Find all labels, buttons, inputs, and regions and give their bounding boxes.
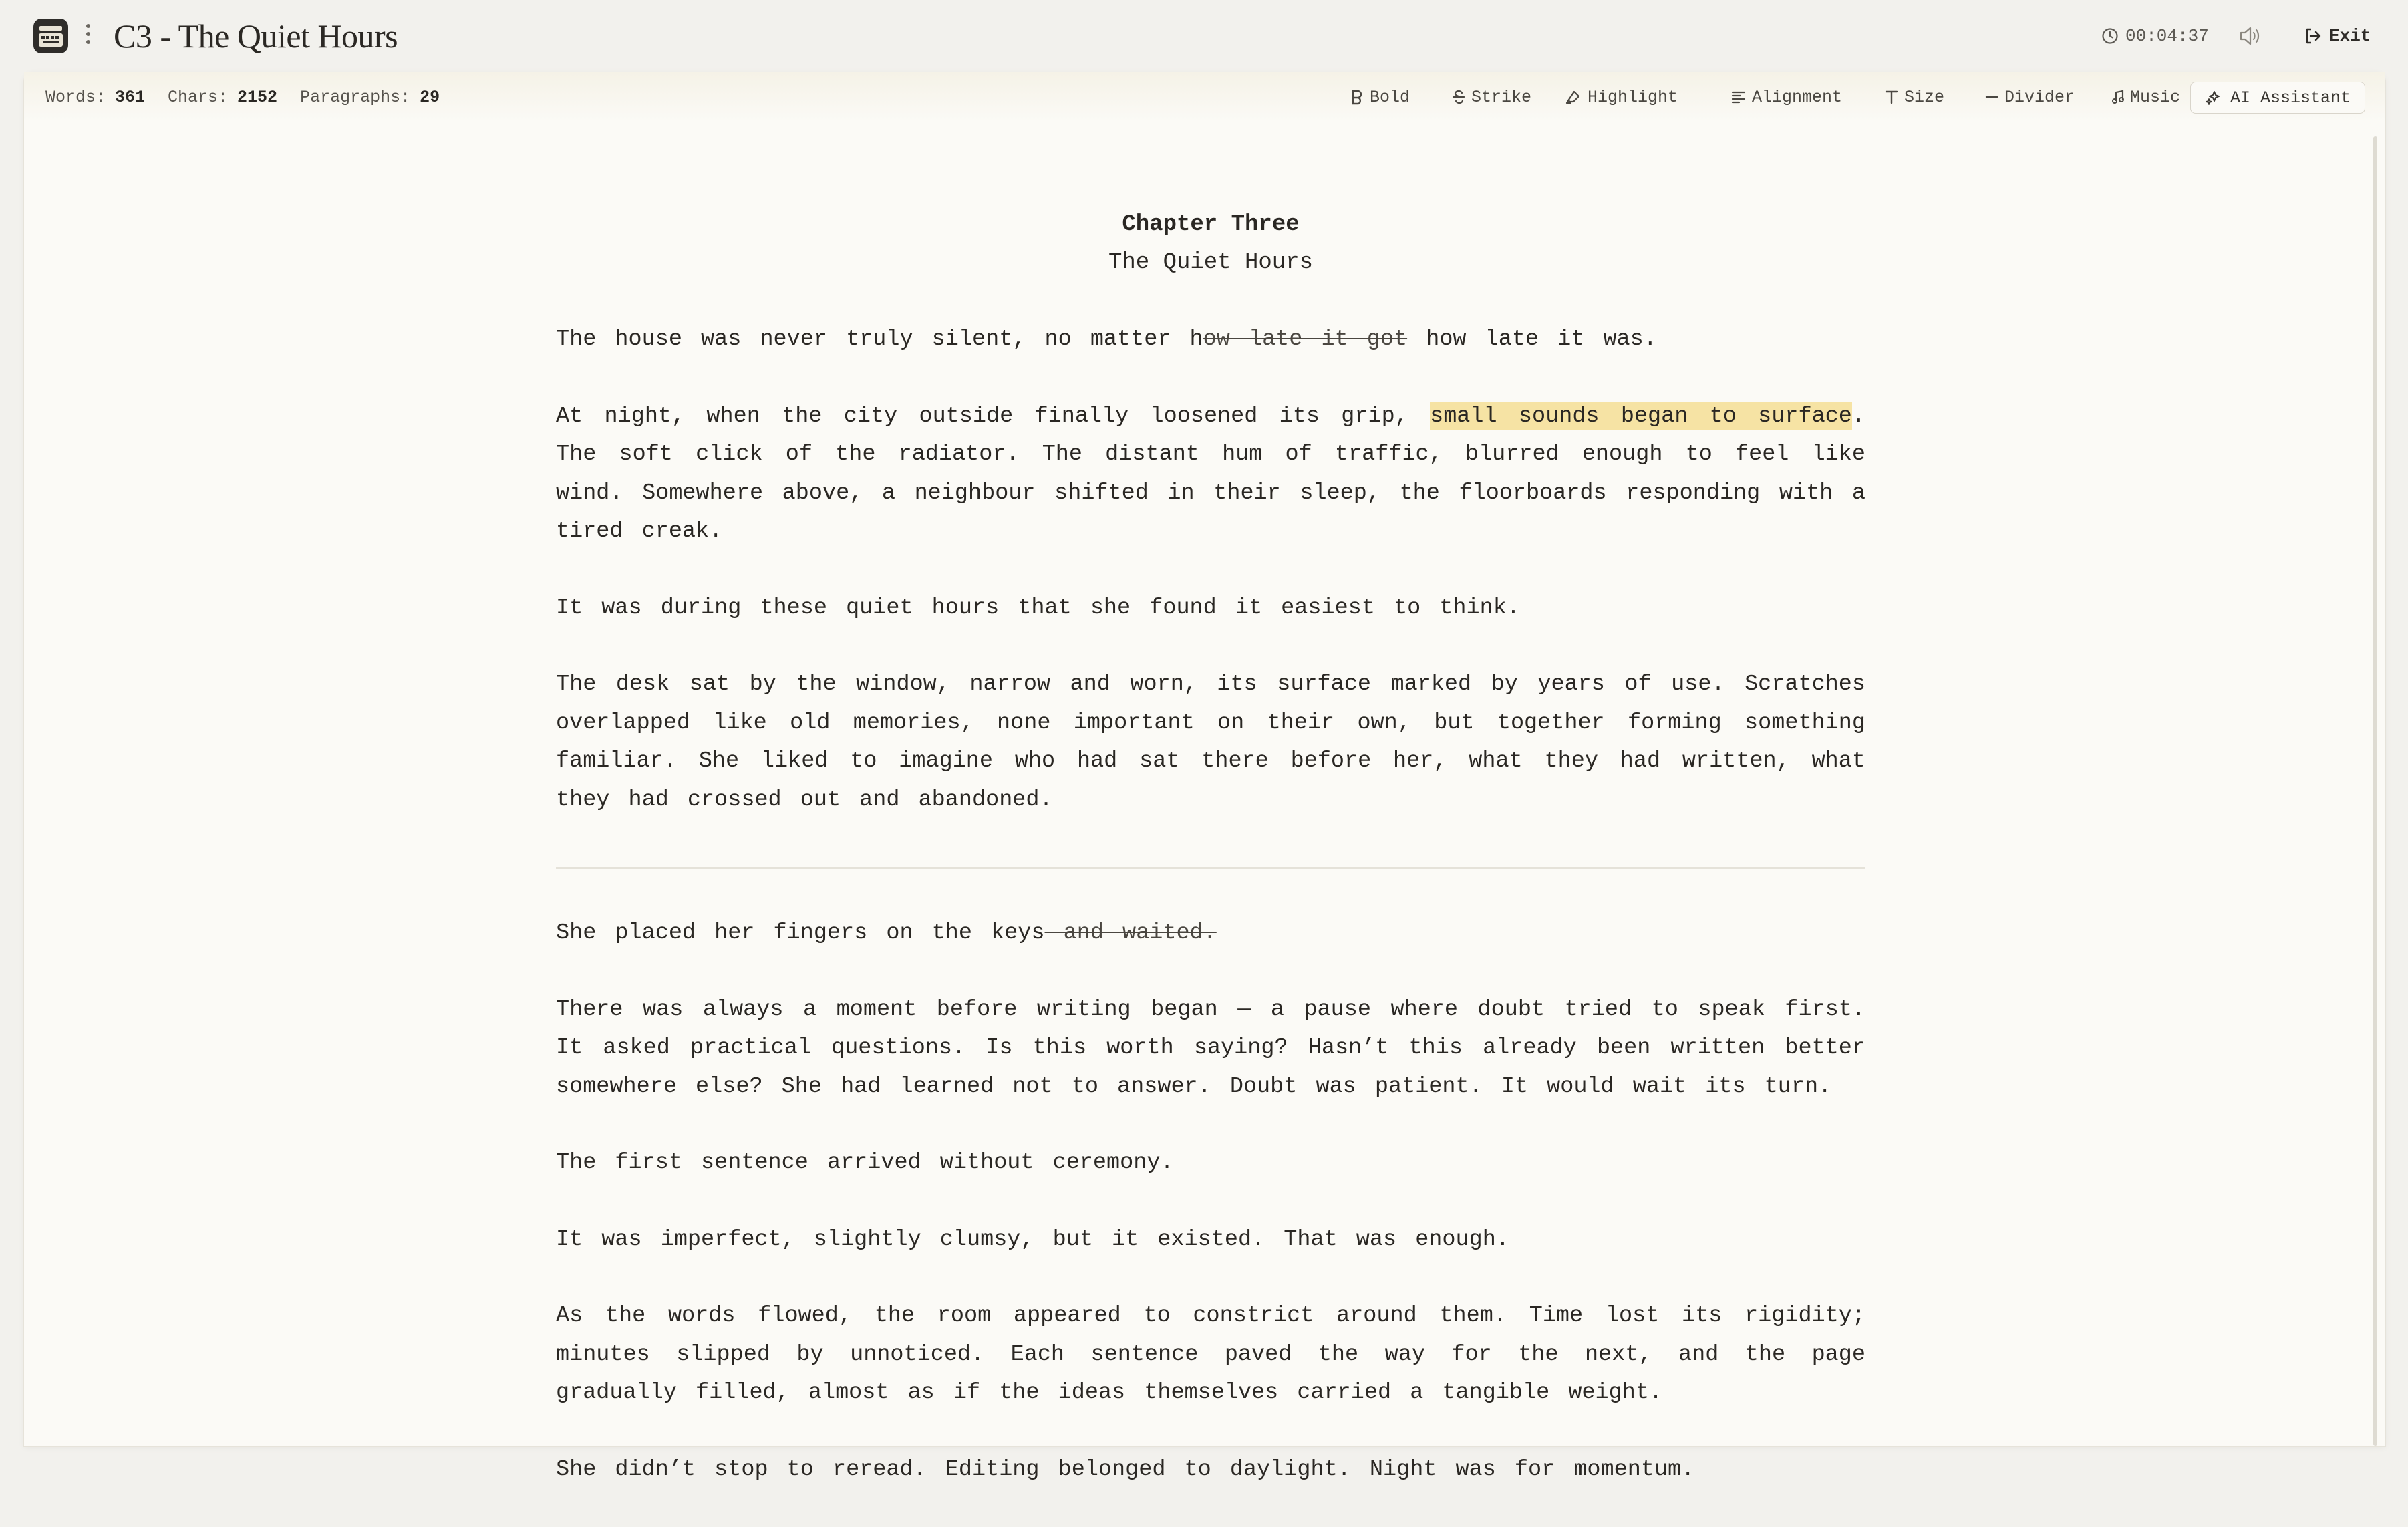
paragraph-text: how late it was. <box>1407 327 1657 352</box>
typewriter-app-icon[interactable] <box>33 19 68 53</box>
align-left-icon <box>1730 89 1747 105</box>
alignment-label: Alignment <box>1752 87 1843 107</box>
paragraphs-label: Paragraphs: <box>300 87 411 107</box>
formatting-toolbar <box>24 72 2385 122</box>
volume-icon[interactable] <box>2238 23 2262 49</box>
alignment-button[interactable] <box>1730 72 1842 122</box>
document-stats <box>45 72 462 122</box>
word-count: 361 <box>115 87 146 107</box>
paragraph: She didn’t stop to reread. Editing belonged to daylight. Night was for momentum. <box>556 1456 1695 1482</box>
highlighted-text: small sounds began to surface <box>1430 403 1852 429</box>
paragraph-text: She placed her fingers on the keys <box>556 920 1045 946</box>
exit-button[interactable] <box>2304 23 2371 49</box>
bold-icon <box>1350 89 1364 105</box>
paragraph <box>556 398 1865 551</box>
more-menu-icon[interactable] <box>80 20 96 52</box>
paragraph-text: . The soft click of the radiator. The distant hum of traffic, blurred enough to feel like wind. Somewhere above, a neighbour shifted in their sleep, the floorboards responding with a tired creak. <box>556 403 1865 544</box>
music-label: Music <box>2130 87 2181 107</box>
document-title[interactable]: C3 - The Quiet Hours <box>114 17 398 55</box>
paragraph: The desk sat by the window, narrow and worn, its surface marked by years of use. Scratches overlapped like old memories, none important on their own, but together forming something familiar. She liked to imagine who had sat there before her, what they had written, what they had crossed out and abandoned. <box>556 672 1865 813</box>
text-size-icon <box>1884 89 1899 105</box>
divider-button[interactable] <box>1984 72 2075 122</box>
words-label: Words: <box>45 87 106 107</box>
strike-label: Strike <box>1471 87 1532 107</box>
music-button[interactable] <box>2111 72 2180 122</box>
clock-icon <box>2101 27 2119 45</box>
highlight-label: Highlight <box>1588 87 1678 107</box>
strikethrough-icon <box>1451 89 1466 105</box>
paragraph: As the words flowed, the room appeared to constrict around them. Time lost its rigidity; minutes slipped by unnoticed. Each sentence paved the way for the next, and the page gradually filled, almost as if the ideas themselves carried a tangible weight. <box>556 1303 1865 1405</box>
chapter-title: The Quiet Hours <box>1108 250 1314 275</box>
strike-button[interactable] <box>1451 72 1531 122</box>
ai-assistant-label: AI Assistant <box>2230 88 2351 108</box>
size-button[interactable] <box>1884 72 1944 122</box>
horizontal-rule-icon <box>1984 89 1999 105</box>
editor-panel <box>24 72 2385 1482</box>
struck-text: ow late it got <box>1203 327 1408 352</box>
sparkles-icon <box>2205 89 2222 106</box>
chapter-heading: Chapter Three <box>1122 212 1300 237</box>
ai-assistant-button[interactable] <box>2190 82 2365 114</box>
paragraph-count: 29 <box>420 87 440 107</box>
paragraph <box>556 321 1865 360</box>
exit-label: Exit <box>2329 26 2371 46</box>
exit-icon <box>2304 27 2322 45</box>
bold-button[interactable] <box>1350 72 1410 122</box>
char-count: 2152 <box>237 87 278 107</box>
vertical-scrollbar[interactable] <box>2373 136 2377 1446</box>
timer-value: 00:04:37 <box>2125 26 2209 46</box>
paragraph: The first sentence arrived without ceremony. <box>556 1150 1174 1175</box>
music-note-icon <box>2111 89 2125 105</box>
paragraph: It was imperfect, slightly clumsy, but it existed. That was enough. <box>556 1226 1509 1252</box>
paragraph: It was during these quiet hours that she found it easiest to think. <box>556 595 1520 621</box>
size-label: Size <box>1904 87 1945 107</box>
highlighter-icon <box>1565 89 1582 105</box>
highlight-button[interactable] <box>1565 72 1678 122</box>
horizontal-divider <box>556 867 1865 869</box>
struck-text: and waited. <box>1044 920 1217 946</box>
paragraph: There was always a moment before writing began — a pause where doubt tried to speak first. It asked practical questions. Is this worth saying? Hasn’t this already been written better somewhere else? She had learned not to answer. Doubt was patient. It would wait its turn. <box>556 996 1865 1099</box>
paragraph-text: The house was never truly silent, no matter h <box>556 327 1203 352</box>
top-bar <box>0 0 2408 72</box>
paragraph-text: At night, when the city outside finally loosened its grip, <box>556 403 1431 429</box>
chars-label: Chars: <box>168 87 229 107</box>
bold-label: Bold <box>1370 87 1410 107</box>
session-timer <box>2101 23 2209 49</box>
divider-label: Divider <box>2004 87 2075 107</box>
document-body[interactable] <box>556 206 1865 1527</box>
paragraph <box>556 914 1865 953</box>
